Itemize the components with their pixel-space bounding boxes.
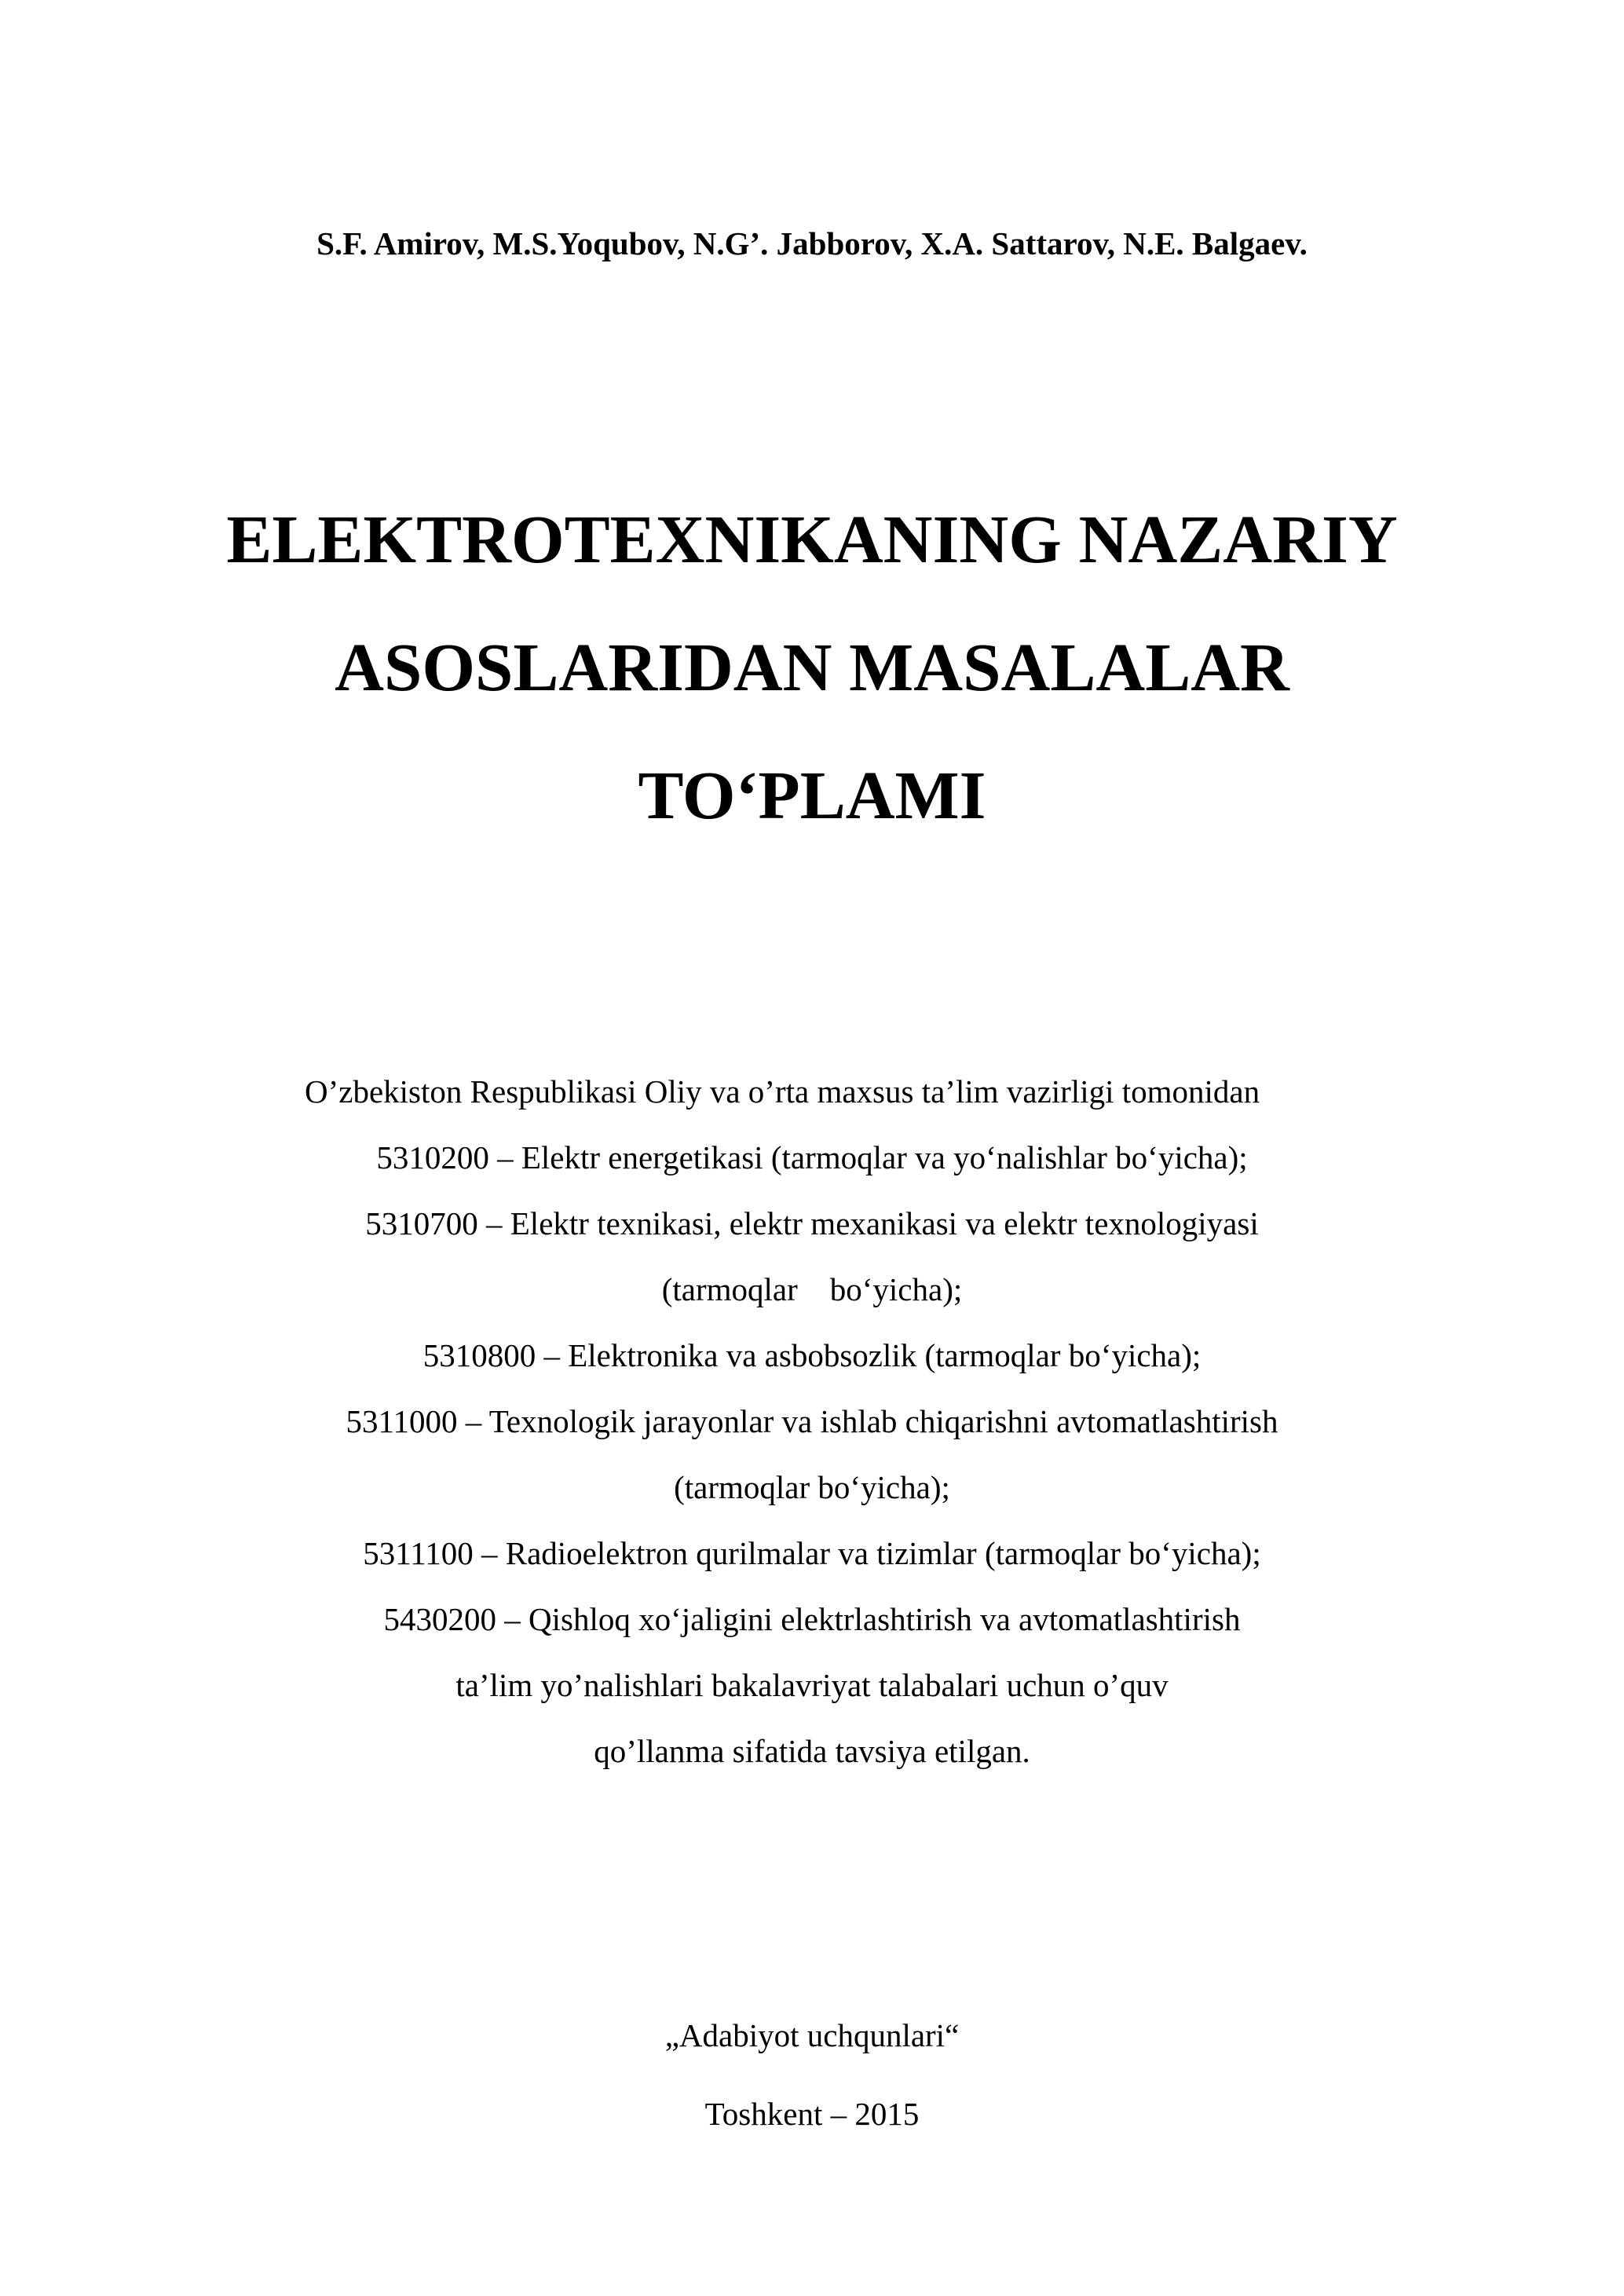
book-title-line-1: ELEKTROTEXNIKANING NAZARIY	[226, 501, 1398, 577]
approval-line-5430200: 5430200 – Qishloq xo‘jaligini elektrlashtirish va avtomatlashtirish	[383, 1601, 1241, 1637]
book-title-line-3: TO‘PLAMI	[638, 757, 986, 833]
approval-line-recommended: qo’llanma sifatida tavsiya etilgan.	[594, 1733, 1030, 1769]
book-title-line-2: ASOSLARIDAN MASALALAR	[335, 629, 1289, 705]
approval-line-5310700-cont: (tarmoqlar bo‘yicha);	[661, 1271, 963, 1307]
publisher-place-year: Toshkent – 2015	[704, 2096, 920, 2132]
approval-line-ministry: O’zbekiston Respublikasi Oliy va o’rta maxsus ta’lim vazirligi tomonidan	[305, 1073, 1260, 1110]
approval-line-5311100: 5311100 – Radioelektron qurilmalar va tizimlar (tarmoqlar bo‘yicha);	[363, 1535, 1261, 1571]
authors-line: S.F. Amirov, M.S.Yoqubov, N.G’. Jabborov, X.A. Sattarov, N.E. Balgaev.	[316, 225, 1308, 261]
approval-line-5310800: 5310800 – Elektronika va asbobsozlik (tarmoqlar bo‘yicha);	[422, 1337, 1202, 1373]
approval-statement	[0, 1058, 1624, 1784]
approval-line-5311000: 5311000 – Texnologik jarayonlar va ishlab chiqarishni avtomatlashtirish	[346, 1403, 1278, 1439]
publisher-name: „Adabiyot uchqunlari“	[664, 2017, 960, 2053]
approval-line-students: ta’lim yo’nalishlari bakalavriyat talabalari uchun o’quv	[455, 1667, 1169, 1703]
approval-line-5311000-cont: (tarmoqlar bo‘yicha);	[674, 1469, 950, 1505]
approval-line-5310700: 5310700 – Elektr texnikasi, elektr mexanikasi va elektr texnologiyasi	[365, 1205, 1259, 1241]
publisher-block	[0, 1996, 1624, 2153]
approval-line-5310200: 5310200 – Elektr energetikasi (tarmoqlar va yo‘nalishlar bo‘yicha);	[376, 1139, 1248, 1175]
book-title	[0, 475, 1624, 859]
